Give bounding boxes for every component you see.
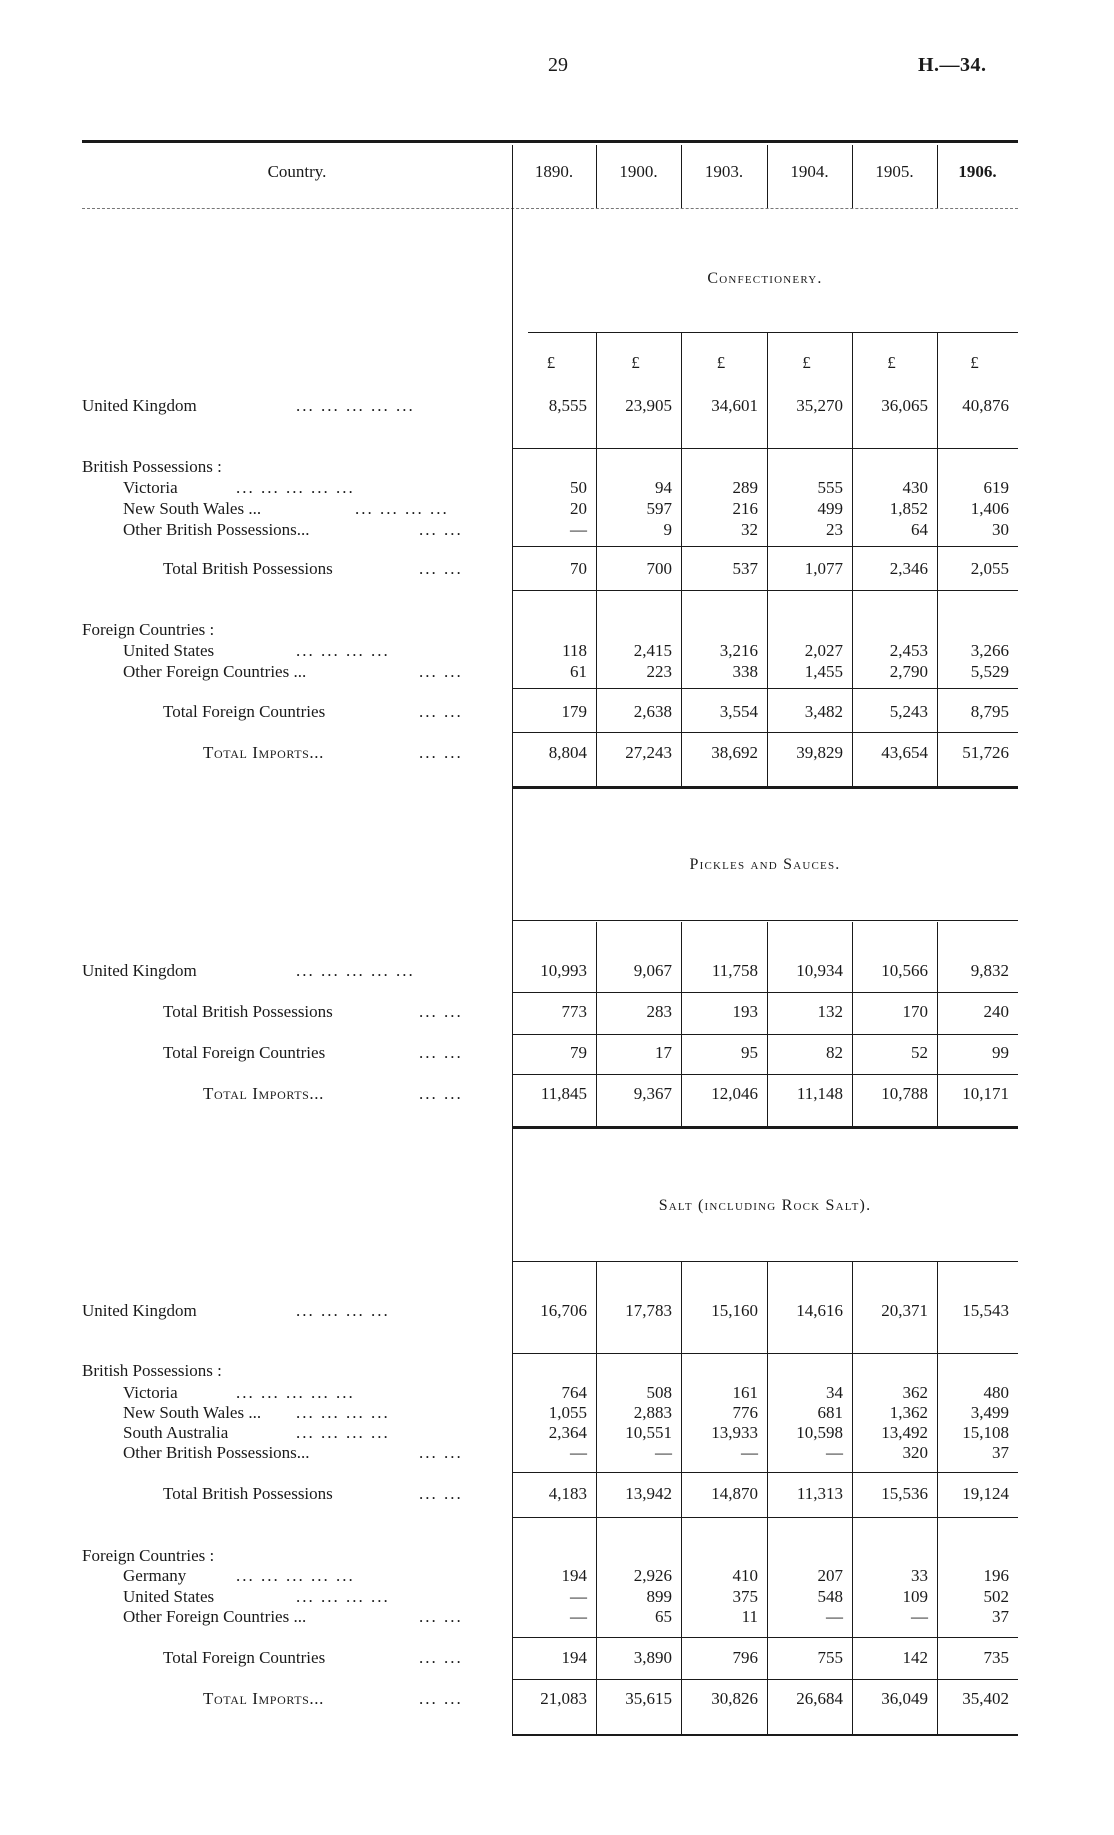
cell-value: 194 (561, 1566, 587, 1585)
cell-value: 13,492 (881, 1423, 928, 1442)
cell-value: 15,108 (962, 1423, 1009, 1442)
cell-value: 2,790 (889, 662, 928, 681)
cell-value: 735 (983, 1648, 1009, 1667)
cell-value: 3,890 (633, 1648, 672, 1667)
cell-value: 179 (561, 702, 587, 721)
cell-value: — (826, 1443, 843, 1462)
cell-value: 2,364 (548, 1423, 587, 1442)
salt-title-rule (512, 1261, 1018, 1262)
cell-value: 23 (826, 520, 843, 539)
cell-value: 43,654 (881, 743, 928, 762)
row-label-united-kingdom: United Kingdom (82, 396, 197, 415)
row-rule (512, 1517, 1018, 1518)
cell-value: — (570, 1587, 587, 1606)
cell-value: 36,065 (881, 396, 928, 415)
cell-value: 94 (655, 478, 672, 497)
cell-value: 2,415 (633, 641, 672, 660)
leader-dots: ... ... (419, 559, 463, 578)
cell-value: — (826, 1607, 843, 1626)
cell-value: 11,845 (540, 1084, 587, 1103)
leader-dots: ... ... (419, 702, 463, 721)
cell-value: 35,615 (625, 1689, 672, 1708)
cell-value: 20,371 (881, 1301, 928, 1320)
leader-dots: ... ... ... ... (296, 1301, 390, 1320)
year-header-1903: 1903. (704, 162, 744, 181)
table-bottom-rule (512, 1734, 1018, 1736)
row-label-total-british-possessions: Total British Possessions (163, 1002, 333, 1021)
cell-value: 681 (817, 1403, 843, 1422)
leader-dots: ... ... (419, 1443, 463, 1462)
section-end-rule (512, 786, 1018, 789)
cell-value: 14,870 (711, 1484, 758, 1503)
cell-value: 109 (902, 1587, 928, 1606)
cell-value: 3,499 (970, 1403, 1009, 1422)
group-heading-british-possessions: British Possessions : (82, 457, 222, 476)
currency-symbol: £ (716, 353, 726, 372)
cell-value: 118 (562, 641, 587, 660)
cell-value: 13,933 (711, 1423, 758, 1442)
group-heading-foreign-countries: Foreign Countries : (82, 1546, 215, 1565)
cell-value: 11,313 (796, 1484, 843, 1503)
leader-dots: ... ... (419, 1607, 463, 1626)
row-rule (512, 1353, 1018, 1354)
cell-value: 1,406 (970, 499, 1009, 518)
cell-value: 51,726 (962, 743, 1009, 762)
cell-value: — (570, 1607, 587, 1626)
cell-value: 700 (646, 559, 672, 578)
row-label-united-kingdom: United Kingdom (82, 1301, 197, 1320)
row-label-new-south-wales: New South Wales ... (123, 1403, 262, 1422)
cell-value: 35,402 (962, 1689, 1009, 1708)
row-label-total-foreign-countries: Total Foreign Countries (163, 1043, 326, 1062)
cell-value: 193 (732, 1002, 758, 1021)
cell-value: 37 (992, 1607, 1009, 1626)
cell-value: 23,905 (625, 396, 672, 415)
cell-value: 9,067 (633, 961, 672, 980)
cell-value: 4,183 (548, 1484, 587, 1503)
cell-value: 1,077 (804, 559, 843, 578)
row-rule (512, 546, 1018, 547)
cell-value: 33 (911, 1566, 928, 1585)
cell-value: 30,826 (711, 1689, 758, 1708)
cell-value: 82 (826, 1043, 843, 1062)
cell-value: 34 (826, 1383, 843, 1402)
cell-value: 39,829 (796, 743, 843, 762)
year-header-1890: 1890. (534, 162, 574, 181)
cell-value: 555 (817, 478, 843, 497)
cell-value: 375 (732, 1587, 758, 1606)
cell-value: 2,453 (889, 641, 928, 660)
cell-value: 15,160 (711, 1301, 758, 1320)
cell-value: 36,049 (881, 1689, 928, 1708)
row-rule (512, 688, 1018, 689)
cell-value: 19,124 (962, 1484, 1009, 1503)
cell-value: 9 (663, 520, 672, 539)
cell-value: — (570, 1443, 587, 1462)
year-header-1900: 1900. (619, 162, 658, 181)
leader-dots: ... ... ... ... ... (296, 396, 415, 415)
section-title-confectionery: Confectionery. (707, 270, 823, 287)
row-label-germany: Germany (123, 1566, 187, 1585)
row-label-south-australia: South Australia (123, 1423, 229, 1442)
country-column-header: Country. (267, 162, 327, 181)
cell-value: 17 (655, 1043, 672, 1062)
cell-value: 8,795 (970, 702, 1009, 721)
section-title-pickles-and-sauces: Pickles and Sauces. (689, 856, 841, 873)
cell-value: 216 (732, 499, 758, 518)
cell-value: 776 (732, 1403, 758, 1422)
cell-value: 142 (902, 1648, 928, 1667)
currency-symbol: £ (970, 353, 979, 372)
row-label-victoria: Victoria (123, 478, 178, 497)
cell-value: 50 (570, 478, 587, 497)
cell-value: 15,536 (881, 1484, 928, 1503)
leader-dots: ... ... (419, 662, 463, 681)
cell-value: 10,171 (962, 1084, 1009, 1103)
row-rule (512, 448, 1018, 449)
cell-value: 12,046 (711, 1084, 758, 1103)
cell-value: 362 (902, 1383, 928, 1402)
cell-value: 132 (817, 1002, 843, 1021)
cell-value: 1,055 (548, 1403, 587, 1422)
cell-value: 8,804 (548, 743, 587, 762)
pickles-title-rule (512, 920, 1018, 921)
leader-dots: ... ... ... ... ... (296, 961, 415, 980)
cell-value: 79 (570, 1043, 587, 1062)
row-label-victoria: Victoria (123, 1383, 178, 1402)
row-label-total-imports: Total Imports... (203, 743, 324, 762)
cell-value: 8,555 (548, 396, 587, 415)
cell-value: 2,638 (633, 702, 672, 721)
cell-value: 502 (983, 1587, 1009, 1606)
cell-value: 320 (902, 1443, 928, 1462)
cell-value: 11,148 (796, 1084, 843, 1103)
cell-value: 20 (570, 499, 587, 518)
row-rule (512, 732, 1018, 733)
row-rule (512, 992, 1018, 993)
cell-value: 40,876 (962, 396, 1009, 415)
cell-value: 16,706 (540, 1301, 587, 1320)
row-label-other-british-possessions: Other British Possessions... (123, 520, 310, 539)
leader-dots: ... ... (419, 1484, 463, 1503)
cell-value: — (741, 1443, 758, 1462)
cell-value: 38,692 (711, 743, 758, 762)
row-label-united-states: United States (123, 1587, 215, 1606)
cell-value: 95 (741, 1043, 758, 1062)
leader-dots: ... ... ... ... ... (236, 1566, 355, 1585)
cell-value: 3,216 (719, 641, 758, 660)
cell-value: 14,616 (796, 1301, 843, 1320)
leader-dots: ... ... (419, 743, 463, 762)
cell-value: 37 (992, 1443, 1009, 1462)
row-label-new-south-wales: New South Wales ... (123, 499, 262, 518)
row-label-other-foreign-countries: Other Foreign Countries ... (123, 662, 307, 681)
cell-value: — (655, 1443, 672, 1462)
cell-value: 3,482 (804, 702, 843, 721)
section-title-salt: Salt (including Rock Salt). (658, 1197, 872, 1214)
cell-value: 9,832 (970, 961, 1009, 980)
cell-value: 61 (570, 662, 587, 681)
cell-value: 223 (646, 662, 672, 681)
cell-value: 899 (646, 1587, 672, 1606)
row-label-total-british-possessions: Total British Possessions (163, 1484, 333, 1503)
leader-dots: ... ... ... ... (296, 1423, 390, 1442)
cell-value: 338 (732, 662, 758, 681)
row-label-total-imports: Total Imports... (203, 1084, 324, 1103)
cell-value: 796 (732, 1648, 758, 1667)
row-label-united-kingdom: United Kingdom (82, 961, 197, 980)
leader-dots: ... ... (419, 1084, 463, 1103)
cell-value: 2,883 (633, 1403, 672, 1422)
leader-dots: ... ... (419, 1689, 463, 1708)
cell-value: 11 (741, 1607, 758, 1626)
year-header-1904: 1904. (790, 162, 829, 181)
cell-value: 755 (817, 1648, 843, 1667)
group-heading-foreign-countries: Foreign Countries : (82, 620, 215, 639)
cell-value: 27,243 (625, 743, 672, 762)
cell-value: 30 (992, 520, 1009, 539)
cell-value: 99 (992, 1043, 1009, 1062)
leader-dots: ... ... ... ... (296, 1587, 390, 1606)
leader-dots: ... ... (419, 520, 463, 539)
cell-value: 10,934 (796, 961, 843, 980)
cell-value: 196 (983, 1566, 1009, 1585)
cell-value: 5,529 (970, 662, 1009, 681)
cell-value: 3,266 (970, 641, 1009, 660)
leader-dots: ... ... (419, 1648, 463, 1667)
cell-value: 9,367 (633, 1084, 672, 1103)
cell-value: 34,601 (711, 396, 758, 415)
cell-value: 764 (561, 1383, 587, 1402)
cell-value: 65 (655, 1607, 672, 1626)
cell-value: 597 (646, 499, 672, 518)
leader-dots: ... ... (419, 1002, 463, 1021)
leader-dots: ... ... ... ... (355, 499, 449, 518)
cell-value: — (911, 1607, 928, 1626)
cell-value: 2,926 (633, 1566, 672, 1585)
leader-dots: ... ... ... ... (296, 641, 390, 660)
document-reference: H.—34. (918, 54, 987, 76)
cell-value: 21,083 (540, 1689, 587, 1708)
page-header (0, 54, 1114, 84)
row-rule (512, 1074, 1018, 1075)
cell-value: 26,684 (796, 1689, 843, 1708)
row-label-total-british-possessions: Total British Possessions (163, 559, 333, 578)
cell-value: 240 (983, 1002, 1009, 1021)
row-rule (512, 1472, 1018, 1473)
cell-value: 2,027 (804, 641, 843, 660)
leader-dots: ... ... ... ... ... (236, 1383, 355, 1402)
cell-value: 2,346 (889, 559, 928, 578)
row-rule (512, 590, 1018, 591)
row-label-other-foreign-countries: Other Foreign Countries ... (123, 1607, 307, 1626)
year-header-1906: 1906. (958, 162, 997, 181)
group-heading-british-possessions: British Possessions : (82, 1361, 222, 1380)
section-end-rule (512, 1126, 1018, 1129)
cell-value: 537 (732, 559, 758, 578)
page-number: 29 (548, 54, 568, 76)
cell-value: 1,455 (804, 662, 843, 681)
currency-symbol: £ (802, 353, 811, 372)
conf-title-rule (528, 332, 1018, 333)
cell-value: — (570, 520, 587, 539)
cell-value: 3,554 (719, 702, 758, 721)
cell-value: 170 (902, 1002, 928, 1021)
currency-symbol: £ (631, 353, 640, 372)
cell-value: 10,993 (540, 961, 587, 980)
cell-value: 10,566 (881, 961, 928, 980)
cell-value: 1,362 (889, 1403, 928, 1422)
cell-value: 52 (911, 1043, 928, 1062)
cell-value: 283 (646, 1002, 672, 1021)
row-label-total-imports: Total Imports... (203, 1689, 324, 1708)
row-label-total-foreign-countries: Total Foreign Countries (163, 1648, 326, 1667)
cell-value: 430 (902, 478, 928, 497)
cell-value: 161 (732, 1383, 758, 1402)
cell-value: 1,852 (889, 499, 928, 518)
table-top-rule (82, 140, 1018, 143)
cell-value: 289 (732, 478, 758, 497)
cell-value: 773 (561, 1002, 587, 1021)
currency-symbol: £ (546, 353, 556, 372)
cell-value: 64 (911, 520, 928, 539)
row-label-total-foreign-countries: Total Foreign Countries (163, 702, 326, 721)
cell-value: 13,942 (625, 1484, 672, 1503)
cell-value: 480 (983, 1383, 1009, 1402)
row-label-other-british-possessions: Other British Possessions... (123, 1443, 310, 1462)
row-rule (512, 1679, 1018, 1680)
cell-value: 70 (570, 559, 587, 578)
leader-dots: ... ... (419, 1043, 463, 1062)
row-rule (512, 1034, 1018, 1035)
cell-value: 207 (817, 1566, 843, 1585)
cell-value: 35,270 (796, 396, 843, 415)
header-bottom-rule (82, 208, 1018, 209)
cell-value: 194 (561, 1648, 587, 1667)
cell-value: 2,055 (970, 559, 1009, 578)
leader-dots: ... ... ... ... (296, 1403, 390, 1422)
cell-value: 508 (646, 1383, 672, 1402)
cell-value: 17,783 (625, 1301, 672, 1320)
year-header-1905: 1905. (875, 162, 914, 181)
cell-value: 499 (817, 499, 843, 518)
cell-value: 10,551 (625, 1423, 672, 1442)
cell-value: 32 (741, 520, 758, 539)
cell-value: 548 (817, 1587, 843, 1606)
cell-value: 10,788 (881, 1084, 928, 1103)
cell-value: 619 (983, 478, 1009, 497)
cell-value: 410 (732, 1566, 758, 1585)
cell-value: 10,598 (796, 1423, 843, 1442)
cell-value: 5,243 (889, 702, 928, 721)
row-rule (512, 1637, 1018, 1638)
cell-value: 15,543 (962, 1301, 1009, 1320)
currency-symbol: £ (887, 353, 896, 372)
leader-dots: ... ... ... ... ... (236, 478, 355, 497)
cell-value: 11,758 (711, 961, 758, 980)
row-label-united-states: United States (123, 641, 215, 660)
